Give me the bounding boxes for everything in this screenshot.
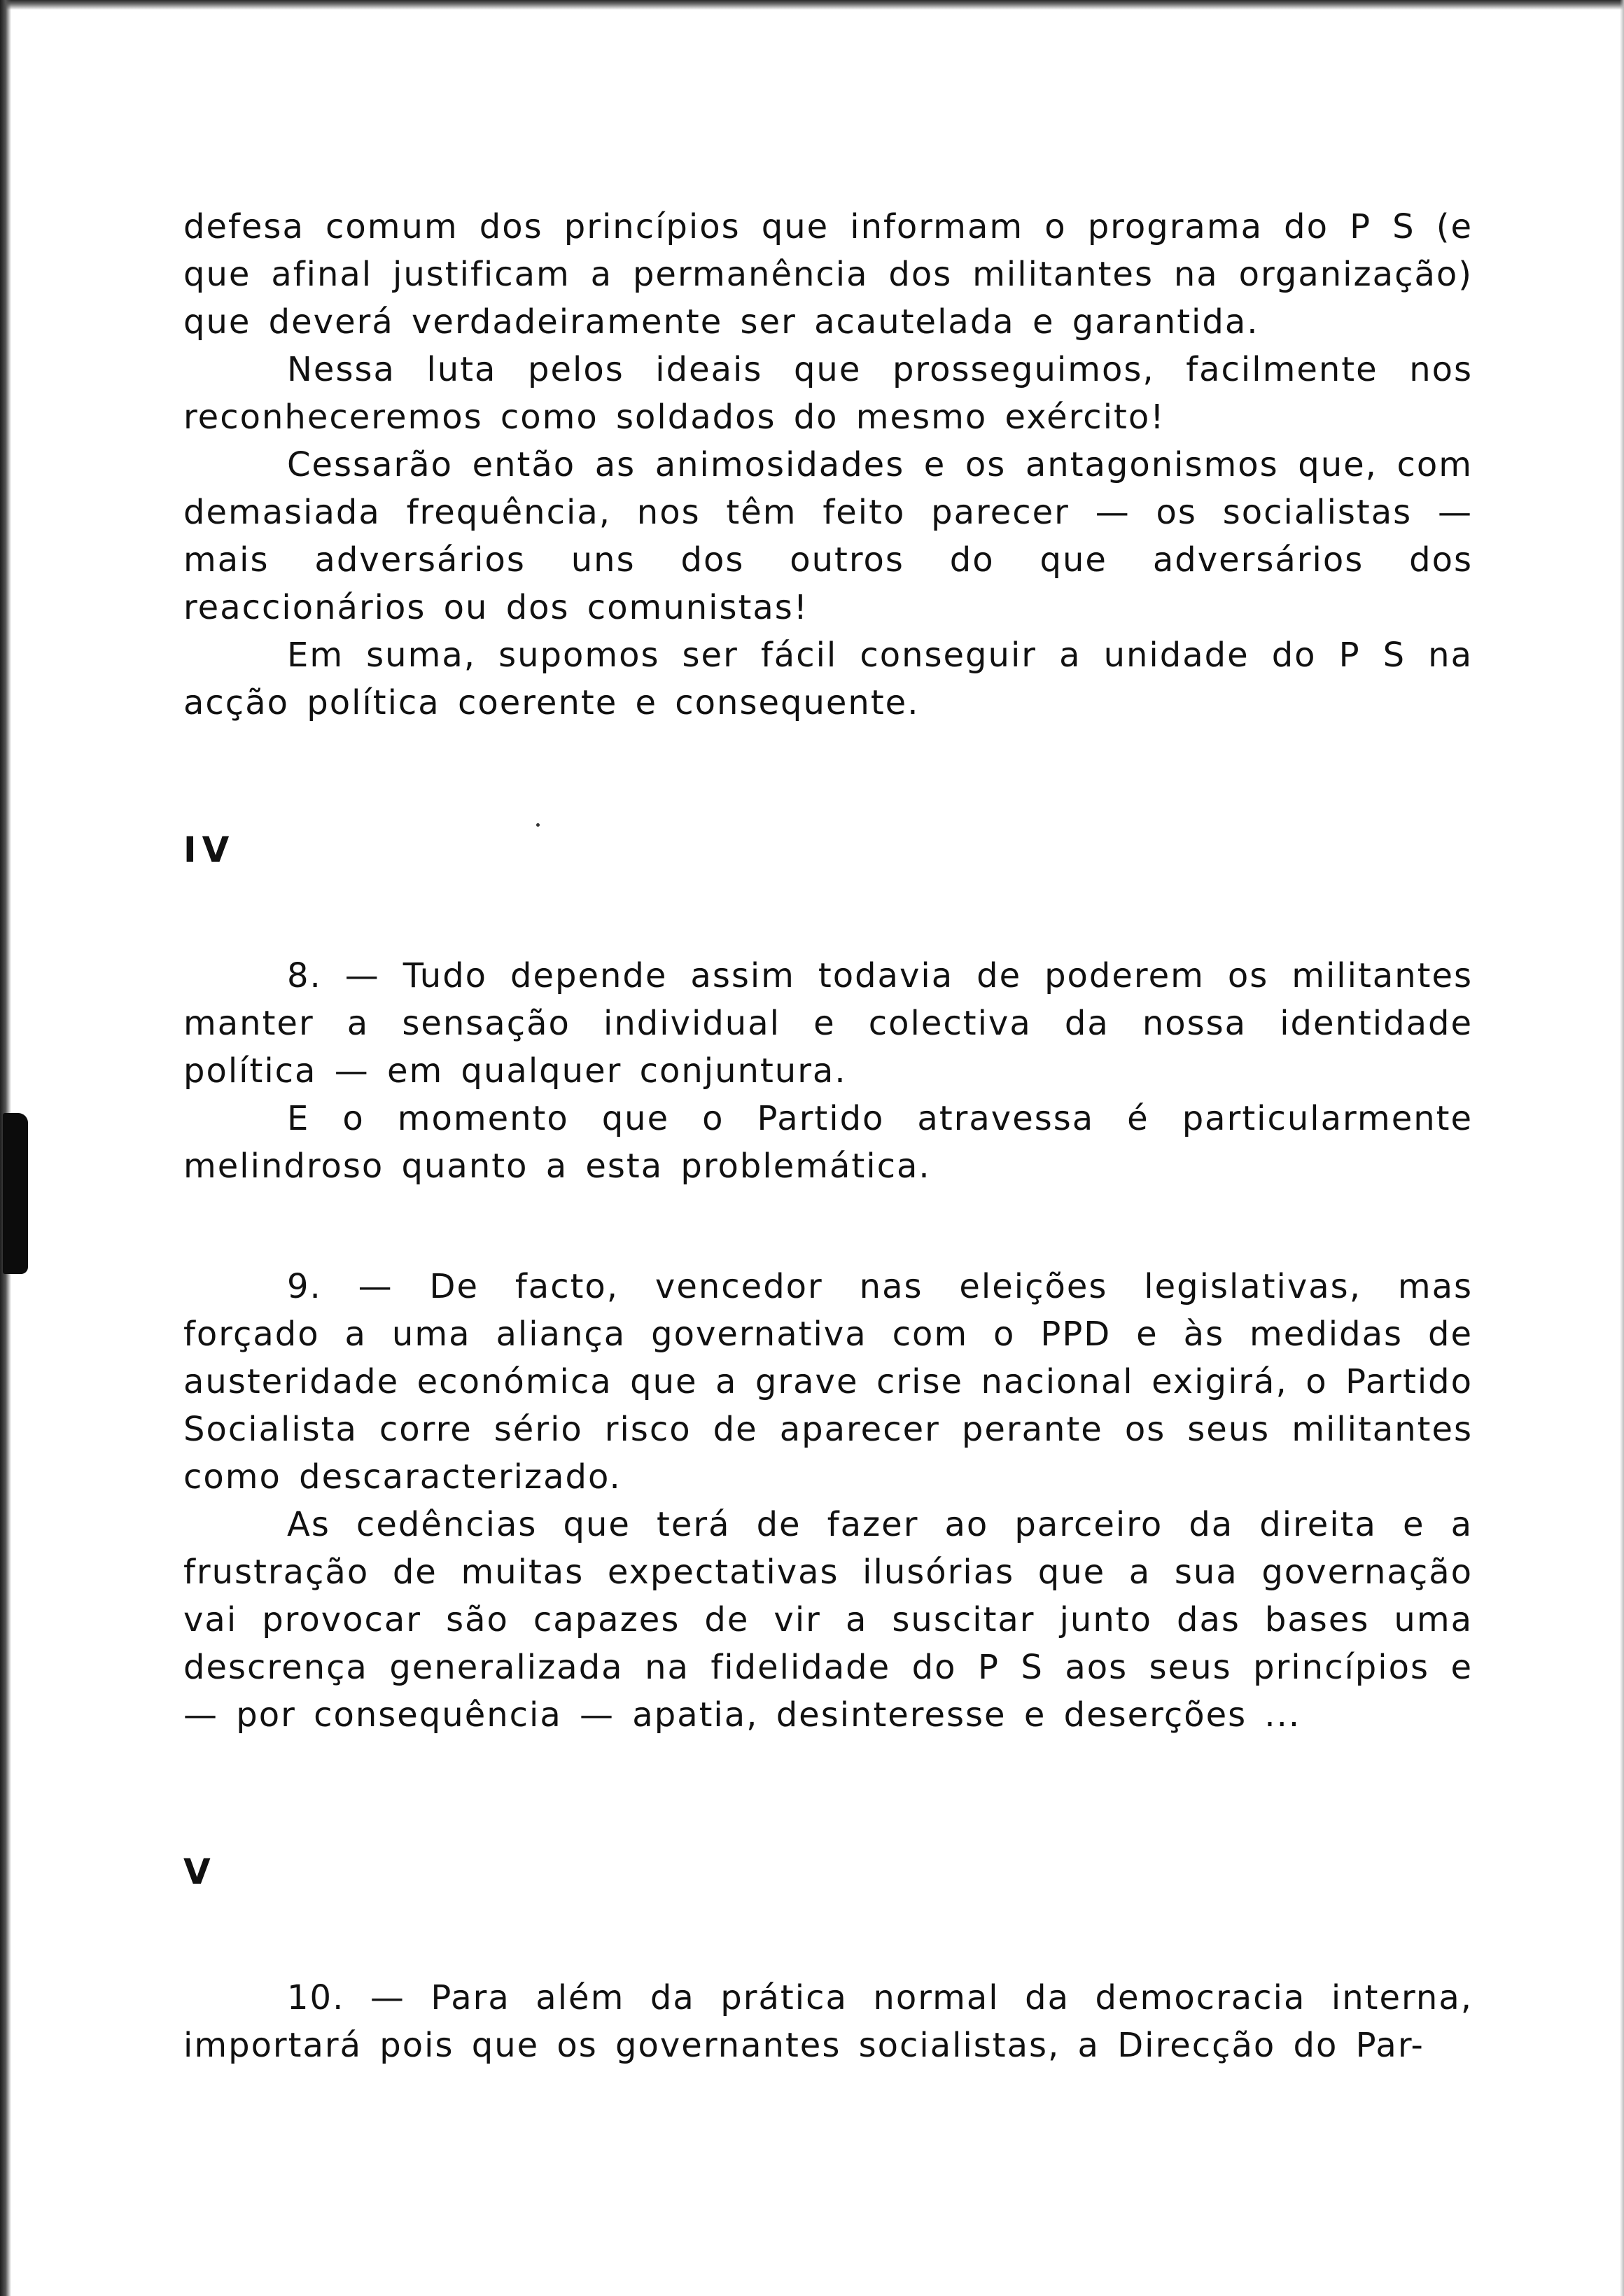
- section-heading-iv: IV: [183, 830, 235, 870]
- paragraph-animosities: Cessarão então as animosidades e os antagonismos que, com demasiada frequência, nos têm feito parecer — os socialistas — mais adversários uns dos outros do que adversários dos reaccionários ou dos comunistas!: [183, 445, 1473, 627]
- section-heading-v: V: [183, 1851, 216, 1892]
- scan-edge-top: [0, 0, 1624, 10]
- paragraph-continuation: defesa comum dos princípios que informam o programa do P S (e que afinal justificam a permanência dos militantes na organização) que deverá verdadeiramente ser acautelada e garantida.: [183, 207, 1473, 342]
- paragraph-9-continued: As cedências que terá de fazer ao parceiro da direita e a frustração de muitas expectativas ilusórias que a sua governação vai provocar são capazes de vir a suscitar junto das bases uma descrença generalizada na fidelidade do P S aos seus princípios e — por consequência — apatia, desinteresse e deserções ...: [183, 1505, 1473, 1735]
- paragraph-8: 8. — Tudo depende assim todavia de poderem os militantes manter a sensação individual e colectiva da nossa identidade política — em qualquer conjuntura.: [183, 956, 1473, 1091]
- paragraph-ideals: Nessa luta pelos ideais que prosseguimos, facilmente nos reconheceremos como soldados do mesmo exército!: [183, 350, 1473, 437]
- paragraph-9: 9. — De facto, vencedor nas eleições legislativas, mas forçado a uma aliança governativa com o PPD e às medidas de austeridade económica que a grave crise nacional exigirá, o Partido Socialista corre sério risco de aparecer perante os seus militantes como descaracterizado.: [183, 1267, 1473, 1497]
- document-body: [183, 203, 1473, 2069]
- paragraph-8-continued: E o momento que o Partido atravessa é particularmente melindroso quanto a esta problemática.: [183, 1099, 1473, 1186]
- paragraph-10: 10. — Para além da prática normal da democracia interna, importará pois que os governantes socialistas, a Direcção do Par-: [183, 1978, 1473, 2065]
- paragraph-summary: Em suma, supomos ser fácil conseguir a unidade do P S na acção política coerente e consequente.: [183, 636, 1473, 722]
- scan-edge-right: [1620, 0, 1624, 2296]
- binding-mark: [3, 1113, 28, 1274]
